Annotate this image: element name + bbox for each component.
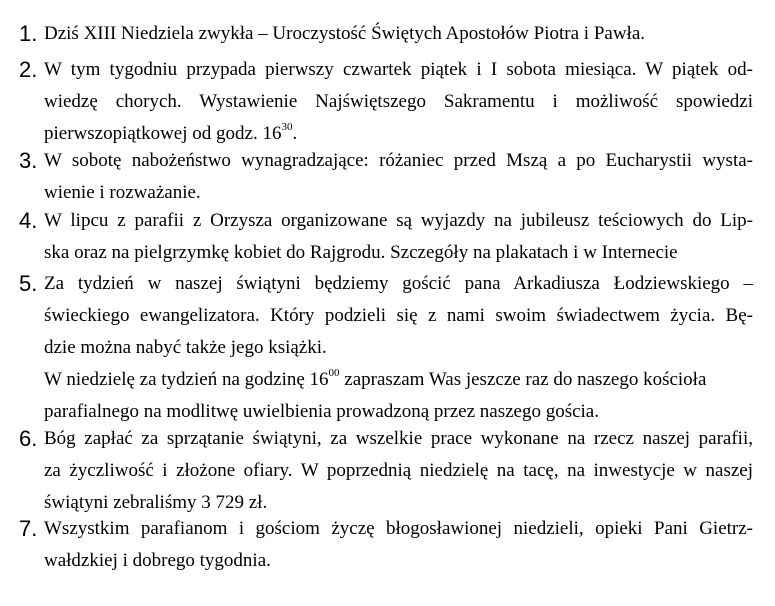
item-number: 1. (19, 21, 38, 46)
superscript-time: 30 (281, 121, 293, 133)
item-text-line: Dziś XIII Niedziela zwykła – Uroczystość Świętych Apostołów Piotra i Pawła. (44, 23, 646, 44)
item-text-line: świątyni zebraliśmy 3 729 zł. (44, 492, 268, 513)
announcement-item-4 (0, 205, 775, 269)
item-number: 4. (19, 208, 38, 233)
announcement-item-6 (0, 423, 775, 519)
item-text-line: Za tydzień w naszej świątyni będziemy gościć pana Arkadiusza Łodziewskiego – (44, 273, 753, 294)
item-number: 5. (19, 271, 38, 296)
item-text-line (44, 364, 753, 396)
item-text-line: W sobotę nabożeństwo wynagradzające: różaniec przed Mszą a po Eucharystii wysta- (44, 150, 753, 171)
announcement-item-5 (0, 268, 775, 428)
text-fragment: pierwszopiątkowej od godz. 16 (44, 123, 282, 144)
announcement-item-1 (0, 18, 775, 50)
item-text-line: świeckiego ewangelizatora. Który podzieli się z nami swoim świadectwem życia. Bę- (44, 305, 753, 326)
text-fragment: zapraszam Was jeszcze raz do naszego kościoła (339, 369, 707, 390)
announcement-item-2 (0, 54, 775, 150)
item-number: 2. (19, 57, 38, 82)
text-fragment: W niedzielę za tydzień na godzinę 16 (44, 369, 329, 390)
item-text-line: ska oraz na pielgrzymkę kobiet do Rajgrodu. Szczegóły na plakatach i w Internecie (44, 242, 678, 263)
text-fragment: . (292, 123, 298, 144)
item-text-line: wienie i rozważanie. (44, 182, 201, 203)
item-text-line: wałdzkiej i dobrego tygodnia. (44, 550, 271, 571)
item-text-line: Bóg zapłać za sprzątanie świątyni, za wszelkie prace wykonane na rzecz naszej parafii, (44, 428, 753, 449)
item-number: 7. (19, 516, 38, 541)
superscript-time: 00 (328, 367, 340, 379)
item-text-line: dzie można nabyć także jego książki. (44, 337, 327, 358)
item-text-line: W tym tygodniu przypada pierwszy czwartek piątek i I sobota miesiąca. W piątek od- (44, 59, 753, 80)
item-text-line: parafialnego na modlitwę uwielbienia prowadzoną przez naszego gościa. (44, 401, 599, 422)
item-text-line: Wszystkim parafianom i gościom życzę błogosławionej niedzieli, opieki Pani Gietrz- (44, 518, 753, 539)
item-number: 6. (19, 426, 38, 451)
item-number: 3. (19, 148, 38, 173)
announcement-item-3 (0, 145, 775, 209)
announcement-item-7 (0, 513, 775, 577)
item-text-line: W lipcu z parafii z Orzysza organizowane są wyjazdy na jubileusz teściowych do Lip- (44, 210, 753, 231)
item-text-line: wiedzę chorych. Wystawienie Najświętszego Sakramentu i możliwość spowiedzi (44, 91, 753, 112)
item-text-line: za życzliwość i złożone ofiary. W poprzednią niedzielę na tacę, na inwestycje w naszej (44, 460, 753, 481)
